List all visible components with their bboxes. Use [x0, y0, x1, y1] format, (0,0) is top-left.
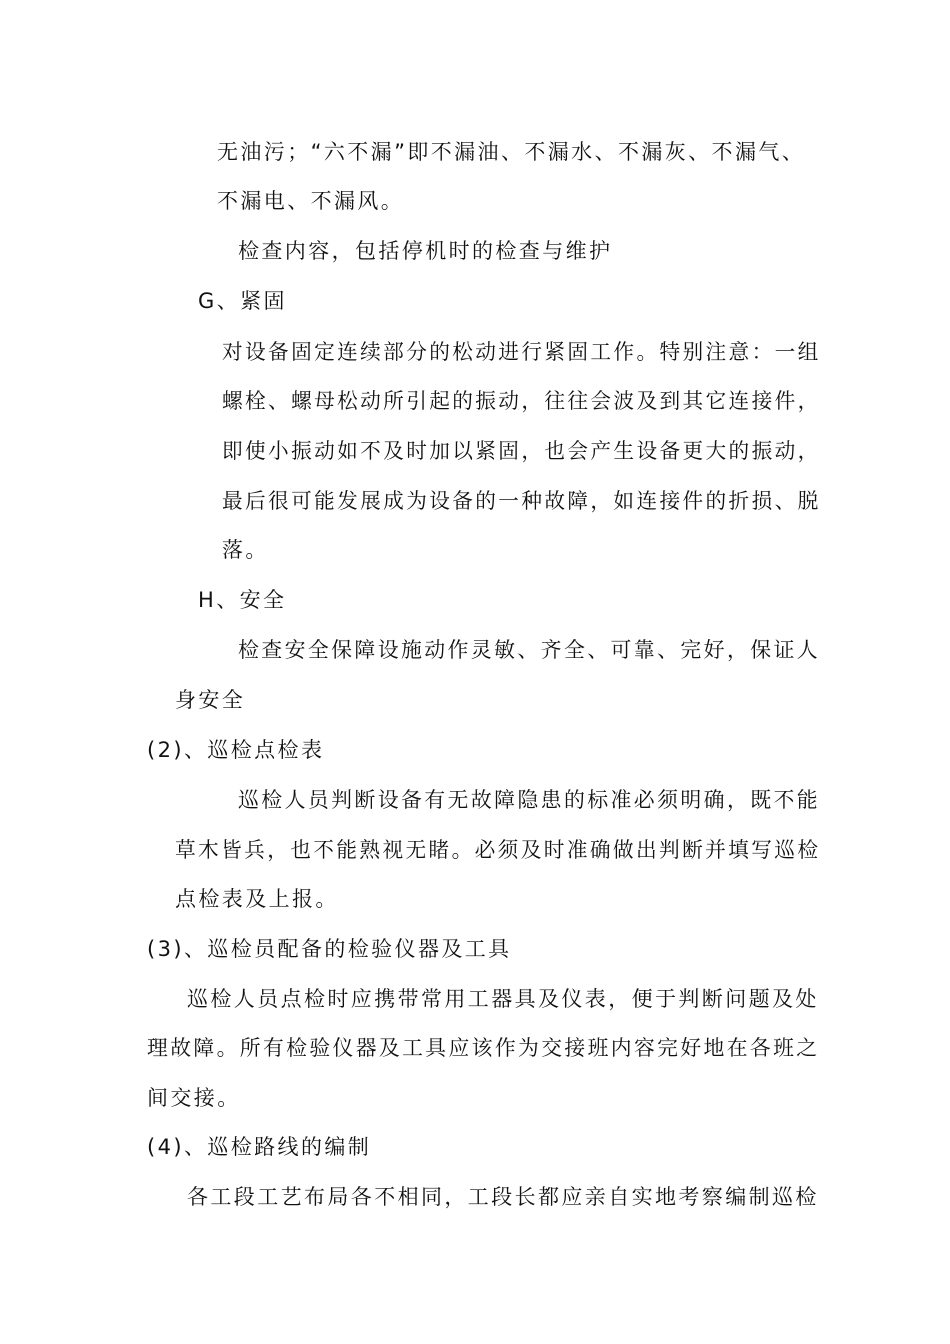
- text-line: 无油污；“六不漏”即不漏油、不漏水、不漏灰、不漏气、: [217, 140, 806, 164]
- text-line: 落。: [222, 538, 269, 562]
- text-line: 检查安全保障设施动作灵敏、齐全、可靠、完好，保证人: [238, 638, 821, 662]
- text-line: (3)、巡检员配备的检验仪器及工具: [147, 937, 512, 961]
- text-line: 理故障。所有检验仪器及工具应该作为交接班内容完好地在各班之: [147, 1036, 820, 1060]
- text-line: 螺栓、螺母松动所引起的振动，往往会波及到其它连接件，: [222, 389, 821, 413]
- text-line: 点检表及上报。: [175, 887, 339, 911]
- text-line: 身安全: [175, 688, 246, 712]
- text-line: 巡检人员点检时应携带常用工器具及仪表，便于判断问题及处: [187, 987, 819, 1011]
- text-line: 间交接。: [147, 1086, 241, 1110]
- text-line: G、紧固: [198, 289, 287, 313]
- text-line: (4)、巡检路线的编制: [147, 1135, 372, 1159]
- text-line: 巡检人员判断设备有无故障隐患的标准必须明确，既不能: [238, 788, 821, 812]
- text-line: H、安全: [198, 588, 287, 612]
- text-line: 各工段工艺布局各不相同，工段长都应亲自实地考察编制巡检: [187, 1185, 819, 1209]
- text-line: 不漏电、不漏风。: [217, 189, 405, 213]
- text-line: 最后很可能发展成为设备的一种故障，如连接件的折损、脱: [222, 489, 821, 513]
- text-line: 检查内容，包括停机时的检查与维护: [238, 239, 613, 263]
- text-line: (2)、巡检点检表: [147, 738, 325, 762]
- text-line: 对设备固定连续部分的松动进行紧固工作。特别注意：一组: [222, 340, 821, 364]
- text-line: 即使小振动如不及时加以紧固，也会产生设备更大的振动，: [222, 439, 821, 463]
- text-line: 草木皆兵，也不能熟视无睹。必须及时准确做出判断并填写巡检: [175, 838, 821, 862]
